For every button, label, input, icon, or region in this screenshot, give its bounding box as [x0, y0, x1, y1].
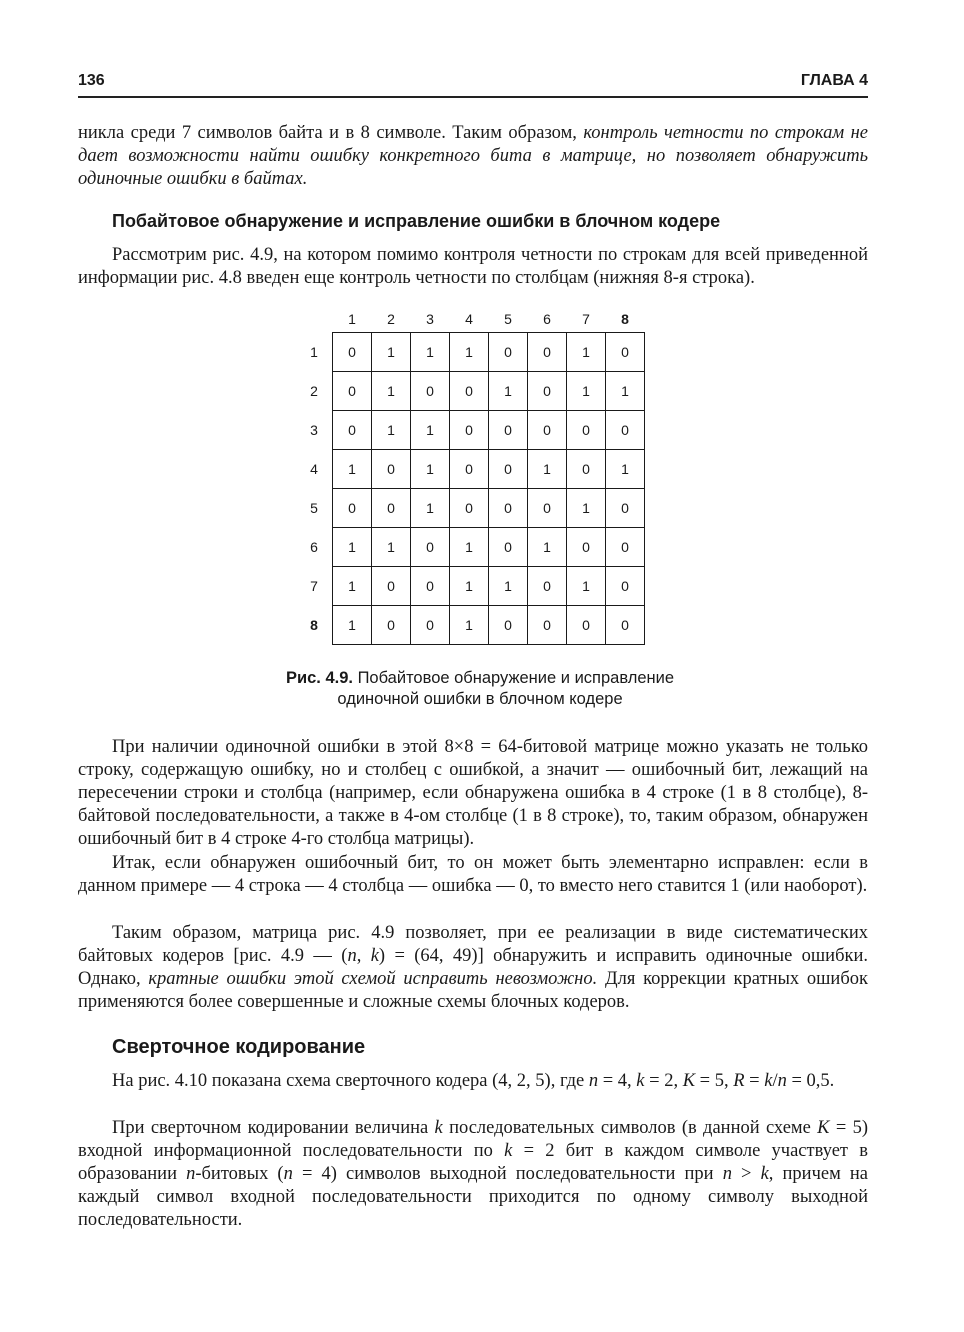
matrix-row [296, 489, 645, 528]
text-run: = 5, [695, 1071, 734, 1091]
matrix-cell: 0 [333, 489, 372, 528]
matrix-cell: 0 [528, 333, 567, 372]
running-header [78, 70, 868, 98]
column-header-row [296, 306, 645, 333]
matrix-cell: 1 [528, 450, 567, 489]
figure-caption [240, 668, 720, 710]
matrix-cell: 0 [489, 450, 528, 489]
math-var: k [370, 946, 379, 966]
text-run: Для коррекции кратных ошибок применяются более совершенные и сложные схемы блочных кодеров. [78, 969, 868, 1012]
text-run: = [744, 1071, 765, 1091]
text-run: Таким образом, матрица рис. 4.9 позволяет, при ее реализации в виде систематических байтовых кодеров [рис. 4.9 — ( [78, 923, 868, 966]
body-paragraph-1: При наличии одиночной ошибки в этой 8×8 = 64-битовой матрице можно указать не только строку, содержащую ошибку, но и столбец с ошибкой, а значит — ошибочный бит, лежащий на пересечении строки и столбца (например, если обнаружена ошибка в 4 строке (1 в 8 столбце), 8-байтовой последовательности, а также в 4-ом столбце (1 в 8 строке), то, таким образом, обнаружен ошибочный бит в 4 строке 4-го столбца матрицы). [78, 737, 868, 849]
text-run: = 5) входной информационной последовательности по [78, 1118, 868, 1161]
math-var: k [764, 1071, 773, 1091]
matrix-cell: 0 [333, 372, 372, 411]
math-var: n [186, 1164, 196, 1184]
matrix-cell: 0 [528, 567, 567, 606]
text-run: = 2 бит в каждом символе участвует в образовании [78, 1141, 868, 1184]
text-run: -битовых ( [195, 1164, 284, 1184]
row-header-parity: 8 [310, 617, 318, 633]
row-header: 2 [310, 383, 318, 399]
row-header: 4 [310, 461, 318, 477]
matrix-cell: 0 [528, 372, 567, 411]
row-header: 6 [310, 539, 318, 555]
matrix-cell: 0 [372, 489, 411, 528]
caption-line-1: Побайтовое обнаружение и исправление [357, 669, 675, 687]
matrix-cell: 1 [333, 450, 372, 489]
intro-paragraph [78, 122, 868, 191]
text-run: , [356, 946, 371, 966]
section2-paragraph-1 [78, 1070, 868, 1093]
matrix-cell: 0 [333, 333, 372, 372]
matrix-cell: 0 [567, 411, 606, 450]
matrix-row [296, 450, 645, 489]
matrix-cell: 1 [567, 567, 606, 606]
text-run: , причем на каждый символ входной последовательности приходится по одному символу выходной последовательности. [78, 1164, 869, 1230]
text-run: = 4, [598, 1071, 637, 1091]
matrix-cell: 1 [450, 528, 489, 567]
row-header: 3 [310, 422, 318, 438]
matrix-cell: 0 [411, 528, 450, 567]
text-run: = 2, [644, 1071, 683, 1091]
matrix-cell: 1 [333, 606, 372, 645]
section1-paragraph: Рассмотрим рис. 4.9, на котором помимо контроля четности по строкам для всей приведенной информации рис. 4.8 введен еще контроль четности по столбцам (нижняя 8-я строка). [78, 245, 868, 288]
matrix-cell: 1 [567, 489, 606, 528]
column-header: 3 [426, 311, 434, 327]
matrix-cell: 1 [606, 450, 645, 489]
italic-text: кратные ошибки этой схемой исправить невозможно. [148, 969, 598, 989]
matrix-row [296, 567, 645, 606]
math-var: K [682, 1071, 696, 1091]
math-var: k [504, 1141, 513, 1161]
matrix-row [296, 606, 645, 645]
matrix-cell: 0 [606, 567, 645, 606]
column-header: 7 [582, 311, 590, 327]
matrix-cell: 0 [450, 411, 489, 450]
matrix-cell: 0 [450, 372, 489, 411]
matrix-cell: 0 [606, 606, 645, 645]
column-header-parity: 8 [621, 311, 629, 327]
matrix-cell: 0 [489, 411, 528, 450]
matrix-cell: 0 [528, 606, 567, 645]
caption-line-2: одиночной ошибки в блочном кодере [337, 690, 623, 708]
matrix-cell: 1 [450, 567, 489, 606]
math-var: n [722, 1164, 732, 1184]
matrix-cell: 1 [372, 333, 411, 372]
matrix-cell: 0 [528, 489, 567, 528]
matrix-cell: 0 [606, 411, 645, 450]
matrix-cell: 1 [567, 372, 606, 411]
matrix-cell: 1 [450, 333, 489, 372]
text-run: / [772, 1071, 778, 1091]
matrix-cell: 0 [489, 528, 528, 567]
matrix-cell: 0 [450, 450, 489, 489]
math-var: k [760, 1164, 769, 1184]
matrix-cell: 1 [450, 606, 489, 645]
body-paragraph-3 [78, 922, 868, 1014]
matrix-cell: 0 [450, 489, 489, 528]
matrix-row [296, 372, 645, 411]
text-run: > [731, 1164, 761, 1184]
matrix-cell: 0 [411, 567, 450, 606]
matrix-cell: 0 [606, 489, 645, 528]
math-var: n [347, 946, 357, 966]
matrix-cell: 1 [411, 411, 450, 450]
matrix-row [296, 333, 645, 372]
matrix-cell: 1 [372, 528, 411, 567]
section-heading-convolutional: Сверточное кодирование [112, 1036, 366, 1058]
page-number: 136 [78, 72, 105, 89]
section2-paragraph-2 [78, 1117, 868, 1232]
body-paragraph-2: Итак, если обнаружен ошибочный бит, то он может быть элементарно исправлен: если в данном примере — 4 строка — 4 столбца — ошибка — 0, то вместо него ставится 1 (или наоборот). [78, 853, 868, 896]
matrix-cell: 1 [411, 333, 450, 372]
matrix-cell: 0 [528, 411, 567, 450]
matrix-cell: 0 [606, 333, 645, 372]
column-header: 6 [543, 311, 551, 327]
intro-italic-text: контроль четности по строкам не дает возможности найти ошибку конкретного бита в матрице, но позволяет обнаружить одиночные ошибки в байтах. [78, 123, 868, 189]
text-run: На рис. 4.10 показана схема сверточного кодера (4, 2, 5), где [112, 1071, 589, 1091]
row-header: 1 [310, 344, 318, 360]
matrix-cell: 1 [372, 372, 411, 411]
matrix-cell: 0 [567, 606, 606, 645]
matrix-cell: 0 [372, 606, 411, 645]
column-header: 4 [465, 311, 473, 327]
section-heading-block-coder: Побайтовое обнаружение и исправление ошибки в блочном кодере [112, 211, 721, 231]
math-var: K [817, 1118, 830, 1138]
matrix-cell: 0 [411, 372, 450, 411]
row-header: 5 [310, 500, 318, 516]
math-var: k [434, 1118, 443, 1138]
math-var: n [777, 1071, 787, 1091]
text-run: ) = (64, 49)] обнаружить и исправить одиночные ошибки. Однако, [78, 946, 868, 989]
matrix-corner [296, 306, 333, 333]
text-run: = 4) символов выходной последовательности при [292, 1164, 723, 1184]
matrix-cell: 0 [489, 606, 528, 645]
matrix-body [296, 333, 645, 645]
matrix-cell: 0 [489, 489, 528, 528]
parity-matrix-table [296, 306, 645, 645]
matrix-cell: 1 [411, 489, 450, 528]
intro-text: никла среди 7 символов байта и в 8 символе. Таким образом, [78, 123, 584, 143]
parity-matrix [296, 306, 645, 645]
matrix-row [296, 411, 645, 450]
matrix-cell: 0 [372, 567, 411, 606]
matrix-cell: 1 [372, 411, 411, 450]
figure-number: Рис. 4.9. [285, 669, 353, 687]
matrix-cell: 1 [333, 528, 372, 567]
text-run: При сверточном кодировании величина [112, 1118, 435, 1138]
matrix-cell: 1 [606, 372, 645, 411]
math-var: R [733, 1071, 745, 1091]
text-run: последовательных символов (в данной схеме [442, 1118, 818, 1138]
matrix-cell: 1 [411, 450, 450, 489]
matrix-cell: 1 [528, 528, 567, 567]
chapter-label: ГЛАВА 4 [800, 72, 868, 89]
matrix-cell: 0 [567, 528, 606, 567]
matrix-row [296, 528, 645, 567]
text-run: = 0,5. [786, 1071, 835, 1091]
math-var: n [588, 1071, 599, 1091]
matrix-cell: 1 [333, 567, 372, 606]
column-header: 1 [348, 311, 356, 327]
matrix-cell: 1 [489, 567, 528, 606]
column-header: 2 [387, 311, 395, 327]
row-header: 7 [310, 578, 318, 594]
column-header: 5 [504, 311, 512, 327]
matrix-cell: 0 [333, 411, 372, 450]
math-var: n [283, 1164, 293, 1184]
matrix-cell: 0 [567, 450, 606, 489]
math-var: k [636, 1071, 645, 1091]
matrix-cell: 0 [489, 333, 528, 372]
matrix-cell: 1 [567, 333, 606, 372]
matrix-cell: 0 [411, 606, 450, 645]
matrix-cell: 0 [372, 450, 411, 489]
matrix-cell: 0 [606, 528, 645, 567]
matrix-cell: 1 [489, 372, 528, 411]
